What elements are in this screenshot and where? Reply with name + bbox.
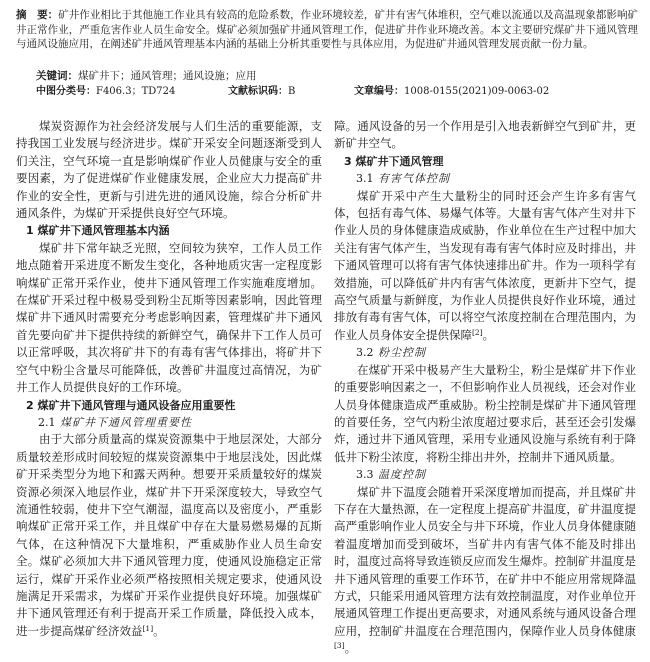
section-3-3-paragraph	[334, 484, 636, 658]
clc-value: F406.3；TD724	[96, 86, 176, 97]
section-3-heading: 3 煤矿井下通风管理	[344, 154, 444, 168]
section-3-1-paragraph	[334, 188, 636, 345]
citation-3: [3]	[334, 641, 345, 651]
section-3-1-heading	[334, 170, 636, 187]
article-meta	[36, 85, 636, 99]
article-number-value: 1008-0155(2021)09-0063-02	[404, 86, 550, 97]
section-3-2-number: 3.2	[356, 346, 374, 360]
section-3-3-title: 温度控制	[378, 468, 426, 482]
section-3-2-title: 粉尘控制	[378, 346, 426, 360]
keywords-text: 煤矿井下；通风管理；通风设施；应用	[78, 70, 257, 82]
abstract-label: 摘 要：	[16, 9, 59, 21]
section-3-1-end: 。	[482, 327, 495, 342]
section-3-3-heading	[334, 466, 636, 483]
section-2-1-heading	[16, 414, 322, 431]
section-3-1-number: 3.1	[356, 172, 374, 186]
citation-2: [2]	[472, 327, 483, 337]
citation-1: [1]	[142, 623, 154, 633]
article-number	[354, 85, 550, 99]
clc-number	[36, 85, 176, 99]
section-3-1-title: 有害气体控制	[378, 172, 450, 186]
abstract-text: 矿井作业相比于其他施工作业具有较高的危险系数，作业环境较差，矿井有害气体堆积，空气难以流通以及高温现象都影响矿井正常作业，严重危害作业人员生命安全。煤矿必须加强矿井通风管理工作，促进矿井作业环境改善。本文主要研究煤矿井下通风管理与通风设施应用，在阐述矿井通风管理基本内涵的基础上分析其重要性与具体应用，为促进矿井通风管理发展贡献一份力量。	[16, 9, 639, 51]
section-2-1-title: 煤矿井下通风管理重要性	[60, 415, 192, 429]
intro-paragraph: 煤炭资源作为社会经济发展与人们生活的重要能源，支持我国工业发展与经济进步。煤矿开采安全问题逐渐受到人们关注，空气环境一直是影响煤矿作业人员健康与安全的重要因素，为了促进煤矿作业健康发展，企业应大力提高矿井作业的安全性，更新与引进先进的通风设施，综合分析矿井通风条件，为煤矿开采提供良好空气环境。	[16, 119, 322, 221]
section-3-3-end: 。	[344, 641, 357, 656]
keywords	[36, 69, 636, 83]
article-number-label: 文章编号：	[354, 86, 404, 97]
document-code	[228, 85, 296, 99]
section-1-heading: 1 煤矿井下通风管理基本内涵	[26, 224, 170, 238]
section-2-1-paragraph	[16, 431, 322, 640]
section-3-2-heading	[334, 344, 636, 361]
section-2-1-end: 。	[153, 623, 165, 638]
abstract	[16, 8, 638, 52]
section-2-1-text: 由于大部分质量高的煤炭资源集中于地层深处，大部分质量较差形成时间较短的煤炭资源集中于地层浅处，因此煤矿开采类型分为地下和露天两种。想要开采质量较好的煤炭资源必须深入地层作业，煤矿井下开采深度较大，导致空气流通性较弱，使井下空气潮湿，温度高以及密度小，严重影响煤矿正常开采工作，并且煤矿中存在大量易燃易爆的瓦斯气体，在这种情况下大量堆积，严重威胁作业人员生命安全。煤矿必须加大井下通风管理力度，使通风设施稳定正常运行，煤矿开采作业必须严格按照相关规定要求，使通风设施满足开采需求，为煤矿开采作业提供良好环境。加强煤矿井下通风管理还有利于提高开采工作质量，降低投入成本，进一步提高煤矿经济效益	[16, 432, 322, 638]
section-2-heading: 2 煤矿井下通风管理与通风设备应用重要性	[26, 398, 236, 412]
clc-label: 中图分类号：	[36, 86, 96, 97]
section-3-2-paragraph: 在煤矿开采中极易产生大量粉尘，粉尘是煤矿井下作业的重要影响因素之一，不但影响作业人员视线，还会对作业人员身体健康造成严重威胁。粉尘控制是煤矿井下通风管理的首要任务，空气内粉尘浓度超过要求后，甚至还会引发爆炸，通过井下通风管理，采用专业通风设施与系统有利于降低井下粉尘浓度，将粉尘排出井外，控制井下通风质量。	[334, 362, 636, 464]
keywords-label: 关键词：	[36, 70, 78, 82]
right-column	[334, 118, 636, 662]
section-2-1-number: 2.1	[38, 415, 56, 429]
doc-code-label: 文献标识码：	[228, 86, 288, 97]
section-3-1-text: 煤矿开采中产生大量粉尘的同时还会产生许多有害气体，包括有毒气体、易爆气体等。大量有害气体产生对井下作业人员的身体健康造成威胁，作业单位在生产过程中加大关注有害气体产生，当发现有毒有害气体时应及时排出，井下通风管理可以将有害气体快速排出矿井。作为一项科学有效措施，可以降低矿井内有害气体浓度，更新井下空气，提高空气质量与新鲜度，为作业人员提供良好作业环境，通过排放有毒有害气体，可以将空气浓度控制在合理范围内，为作业人员身体安全提供保障	[334, 188, 636, 342]
continued-paragraph: 障。通风设备的另一个作用是引入地表新鲜空气到矿井，更新矿井空气。	[334, 119, 636, 151]
section-3-3-text: 煤矿井下温度会随着开采深度增加而提高，并且煤矿井下存在大量热源，在一定程度上提高矿井温度，矿井温度提高严重影响作业人员安全与井下环境，作业人员身体健康随着温度增加而受到破坏，当矿井内有害气体不能及时排出时，温度过高将导致连锁反应而发生爆炸。控制矿井温度是井下通风管理的重要工作环节，在矿井中不能应用常规降温方式，只能采用通风管理方法有效控制温度，对作业单位开展通风管理工作提出更高要求，对通风系统与通风设备合理应用，控制矿井温度在合理范围内，保障作业人员身体健康	[334, 484, 636, 638]
left-column	[16, 118, 322, 662]
section-3-3-number: 3.3	[356, 468, 374, 482]
section-1-paragraph: 煤矿井下常年缺乏光照，空间较为狭窄，工作人员工作地点随着开采进度不断发生变化，各种地质灾害一定程度影响煤矿正常开采作业，使井下通风管理工作实施难度增加。在煤矿开采过程中极易受到粉尘瓦斯等因素影响，因此管理煤矿井下通风时需要充分考虑影响因素，管理煤矿井下通风首先要向矿井下提供持续的新鲜空气，确保井下工作人员可以正常呼吸，其次将矿井下的有毒有害气体排出，将矿井下空气中粉尘含量尽可能降低，改善矿井温度过高情况，为矿井工作人员提供良好的工作环境。	[16, 240, 322, 395]
doc-code-value: B	[288, 86, 296, 97]
